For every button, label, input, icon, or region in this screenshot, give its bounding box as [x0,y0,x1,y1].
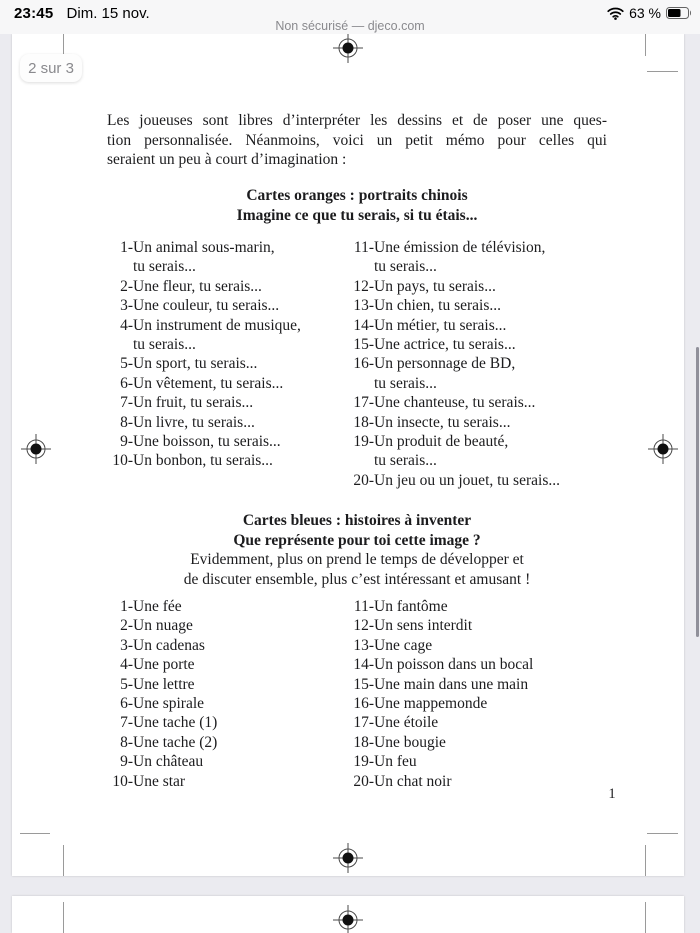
item-text: Un sport, tu serais... [133,355,258,373]
status-time: 23:45 [14,5,54,22]
list-item [346,432,560,451]
list-item [346,335,560,354]
orange-cards-heading [97,186,617,225]
item-text: Un animal sous-marin, [133,239,275,256]
item-text: Un cadenas [133,636,205,654]
item-text: Un métier, tu serais... [374,316,507,334]
text-line: de discuter ensemble, plus c’est intéressant et amusant ! [183,570,531,588]
item-text: Une bougie [374,733,446,751]
list-item [346,277,560,296]
item-number: 14- [353,316,374,334]
item-number: 11- [353,598,374,615]
item-text: Une porte [133,656,195,674]
item-number: 10- [112,452,133,470]
list-item [105,432,301,451]
blue-list-left [105,597,217,791]
item-number: 11- [353,239,374,256]
item-text: Un château [133,753,204,771]
item-number: 8- [120,733,133,751]
item-number: 2- [120,617,133,635]
item-number: 15- [353,336,374,354]
text-line: tion personnalisée. Néanmoins, voici un petit mémo pour celles qui [107,131,607,149]
item-number: 8- [120,413,133,431]
list-item [346,772,533,791]
item-number: 18- [353,733,374,751]
item-number: 7- [120,714,133,732]
item-number: 20- [353,772,374,790]
item-text: Un fruit, tu serais... [133,394,254,412]
list-item [105,257,301,276]
item-number: 3- [120,297,133,315]
heading-subtitle: Imagine ce que tu serais, si tu étais... [236,206,478,224]
item-text: Une actrice, tu serais... [374,336,516,354]
list-item [105,277,301,296]
list-item [105,655,217,674]
list-item [105,451,301,470]
item-text: Un nuage [133,617,193,635]
item-text: Une main dans une main [374,675,529,693]
list-item [105,752,217,771]
item-text: Une étoile [374,714,439,732]
text-line: Les joueuses sont libres d’interpréter les dessins et de poser une ques- [107,112,607,129]
pdf-page-1 [12,34,684,876]
item-number: 14- [353,656,374,674]
address-bar-text[interactable]: Non sécurisé — djeco.com [275,19,425,33]
item-text: Un instrument de musique, [133,316,301,334]
list-item [346,451,560,470]
item-number: 7- [120,394,133,412]
list-item [346,471,560,490]
list-item [346,636,533,655]
item-number: 5- [120,675,133,693]
item-number: 6- [120,695,133,713]
item-text: Un insecte, tu serais... [374,413,511,431]
list-item [346,752,533,771]
item-text: Un sens interdit [374,617,473,635]
list-item [105,772,217,791]
page-number: 1 [608,786,616,802]
text-line: Cartes bleues : histoires à inventer [242,512,472,529]
list-item [346,413,560,432]
item-text: Un livre, tu serais... [133,413,255,431]
list-item [346,316,560,335]
document-content [12,34,684,876]
blue-list-right [346,597,533,791]
crop-mark-top-left [63,902,64,933]
heading-title: Cartes oranges : portraits chinois [246,187,468,204]
item-number: 9- [120,433,133,451]
list-item [105,675,217,694]
list-item [105,354,301,373]
status-date: Dim. 15 nov. [66,5,150,22]
item-text: Un bonbon, tu serais... [133,452,273,470]
item-text: tu serais... [133,336,196,354]
list-item [346,374,560,393]
item-number: 4- [120,316,133,334]
text-line: Evidemment, plus on prend le temps de développer et [190,551,524,569]
item-text: Une star [133,772,186,790]
wifi-icon [607,7,624,20]
item-number: 16- [353,355,374,373]
list-item [346,238,560,257]
item-number: 13- [353,297,374,315]
text-line: Que représente pour toi cette image ? [233,531,481,549]
orange-list-right [346,238,560,490]
item-text: Une cage [374,636,433,654]
list-item [346,713,533,732]
item-text: Une fleur, tu serais... [133,277,262,295]
item-number: 20- [353,471,374,489]
item-number: 15- [353,675,374,693]
item-text: tu serais... [374,374,437,392]
list-item [346,616,533,635]
list-item [105,597,217,616]
text-line: seraient un peu à court d’imagination : [107,151,347,168]
crop-mark-top-right [645,902,646,933]
item-text: Un jeu ou un jouet, tu serais... [374,471,560,489]
item-number: 16- [353,695,374,713]
list-item [105,636,217,655]
item-text: Un chat noir [374,772,452,790]
list-item [105,616,217,635]
battery-icon [666,7,692,19]
page-indicator: 2 sur 3 [20,54,82,82]
item-number: 18- [353,413,374,431]
pdf-page-2 [12,896,684,933]
list-item [346,675,533,694]
item-number: 19- [353,753,374,771]
item-text: Une boisson, tu serais... [133,433,281,451]
item-number: 4- [120,656,133,674]
item-text: Un poisson dans un bocal [374,656,534,674]
list-item [105,694,217,713]
item-number: 3- [120,636,133,654]
list-item [105,296,301,315]
item-text: tu serais... [374,258,437,276]
item-text: Une tache (1) [133,714,218,732]
item-text: Une émission de télévision, [374,239,546,256]
item-text: tu serais... [374,452,437,470]
list-item [105,413,301,432]
item-number: 17- [353,394,374,412]
intro-paragraph [107,111,607,170]
scrollbar-thumb[interactable] [696,347,699,637]
list-item [105,238,301,257]
orange-list-left [105,238,301,471]
item-number: 2- [120,277,133,295]
battery-percent: 63 % [629,5,661,21]
item-text: Un produit de beauté, [374,433,509,451]
item-text: Un feu [374,753,417,771]
item-text: Un vêtement, tu serais... [133,374,284,392]
list-item [105,374,301,393]
item-text: Un personnage de BD, [374,355,516,373]
list-item [105,393,301,412]
list-item [346,296,560,315]
item-text: Une couleur, tu serais... [133,297,280,315]
item-text: Un pays, tu serais... [374,277,496,295]
list-item [105,733,217,752]
list-item [105,316,301,335]
list-item [346,354,560,373]
list-item [105,713,217,732]
item-text: Un chien, tu serais... [374,297,501,315]
list-item [105,335,301,354]
item-number: 10- [112,772,133,790]
blue-cards-heading [97,511,617,589]
item-number: 19- [353,433,374,451]
item-number: 17- [353,714,374,732]
item-text: Une lettre [133,675,195,693]
item-number: 1- [120,598,133,615]
list-item [346,393,560,412]
item-number: 6- [120,374,133,392]
item-text: Une tache (2) [133,733,218,751]
item-text: tu serais... [133,258,196,276]
item-text: Une fée [133,598,182,615]
list-item [346,694,533,713]
item-text: Une spirale [133,695,205,713]
item-number: 1- [120,239,133,256]
registration-mark-icon [332,904,364,933]
status-bar [0,0,700,34]
item-number: 9- [120,753,133,771]
item-number: 13- [353,636,374,654]
item-text: Un fantôme [374,598,448,615]
item-number: 12- [353,277,374,295]
item-text: Une mappemonde [374,695,488,713]
list-item [346,257,560,276]
item-number: 5- [120,355,133,373]
list-item [346,597,533,616]
list-item [346,733,533,752]
item-text: Une chanteuse, tu serais... [374,394,536,412]
item-number: 12- [353,617,374,635]
list-item [346,655,533,674]
